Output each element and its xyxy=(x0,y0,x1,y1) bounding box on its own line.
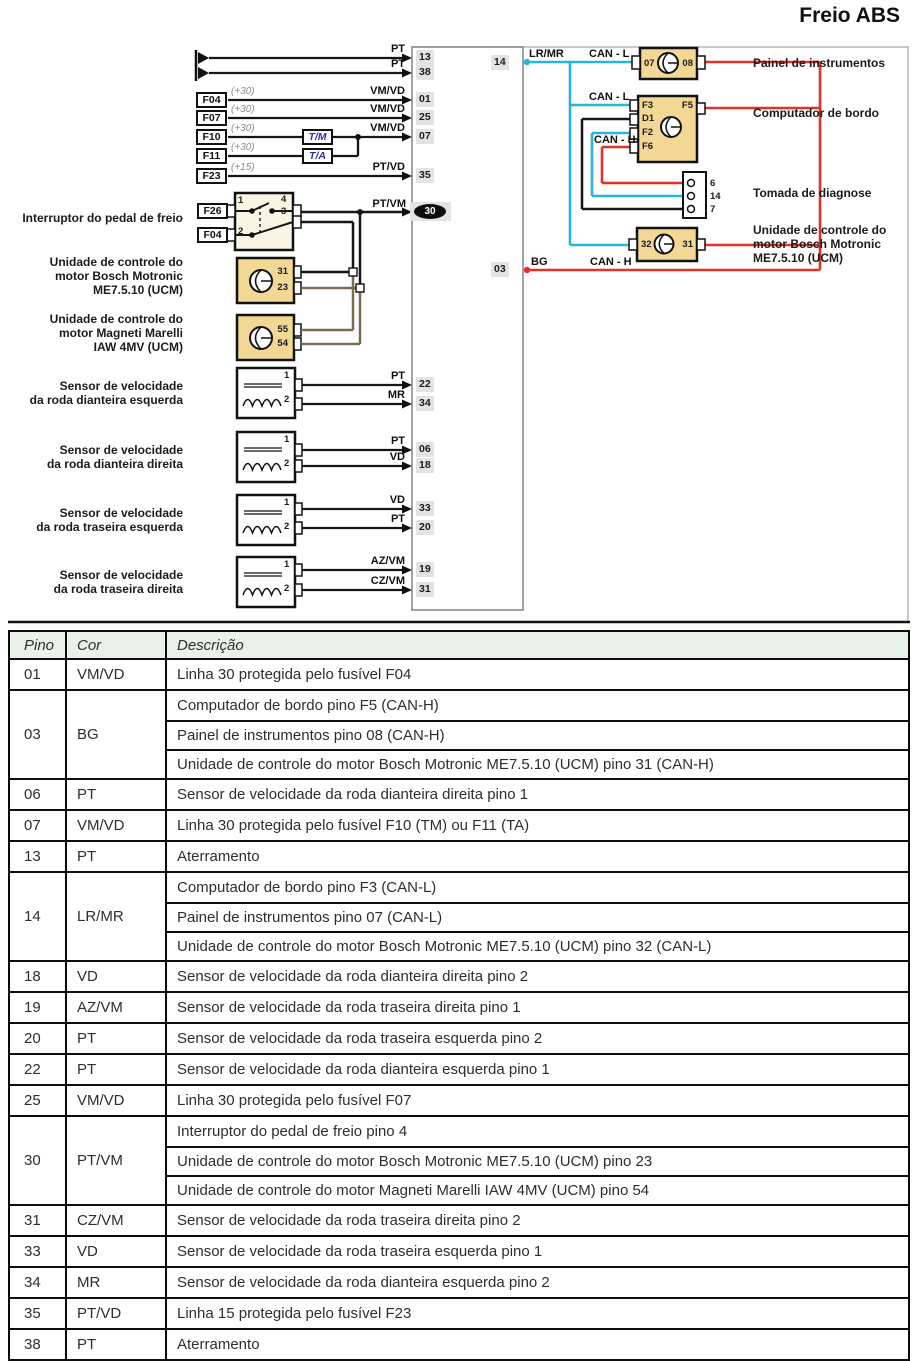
junction-square xyxy=(356,284,364,292)
connector-pin-badge: 01 xyxy=(416,92,434,107)
description-line: Sensor de velocidade da roda traseira esquerda pino 1 xyxy=(177,1243,543,1260)
wire-start-dot xyxy=(524,267,530,273)
supply-line-label: (+30) xyxy=(231,104,255,115)
pin-cell: 30 xyxy=(10,1117,67,1204)
color-cell: PT xyxy=(67,1055,167,1084)
magneti-pin-54: 54 xyxy=(277,338,288,349)
wire-color-label: PT xyxy=(390,43,405,55)
description-line: Sensor de velocidade da roda traseira direita pino 1 xyxy=(177,999,521,1016)
connector-tab xyxy=(294,282,301,294)
description-line: Painel de instrumentos pino 07 (CAN-L) xyxy=(167,902,908,931)
connector-pin-badge: 33 xyxy=(416,501,434,516)
header-descricao: Descrição xyxy=(177,636,244,654)
diagnose-pin-14: 14 xyxy=(710,191,721,202)
connector-tab xyxy=(293,205,301,217)
table-row xyxy=(10,1022,908,1053)
connector-tab xyxy=(697,239,705,250)
pin-cell: 06 xyxy=(10,780,67,809)
connector-pin-badge: 13 xyxy=(416,50,434,65)
bosch-label-line2: motor Bosch Motronic xyxy=(55,269,183,283)
connector-tab xyxy=(630,114,638,125)
fuse-f26: F26 xyxy=(197,203,228,219)
description-line: Aterramento xyxy=(177,848,260,865)
color-cell: PT xyxy=(67,1024,167,1053)
sensor-pin-1: 1 xyxy=(284,370,290,381)
wire-color-label: CZ/VM xyxy=(370,575,405,587)
ucm-label-line2: motor Bosch Motronic xyxy=(753,237,881,251)
connector-pin-badge: 18 xyxy=(416,458,434,473)
painel-label: Painel de instrumentos xyxy=(753,56,886,70)
pin-cell: 13 xyxy=(10,842,67,871)
pin-03-badge: 03 xyxy=(491,262,509,277)
connector-tab xyxy=(294,266,301,278)
connector-pin-badge: 35 xyxy=(416,168,434,183)
wire-color-label: PT xyxy=(390,513,405,525)
pin-cell: 20 xyxy=(10,1024,67,1053)
sensor-label-line1: Sensor de velocidade xyxy=(59,568,183,582)
ground-icon xyxy=(198,67,209,79)
ucm-pin-31: 31 xyxy=(682,239,693,250)
header-pino: Pino xyxy=(10,632,67,658)
ground-icon xyxy=(198,52,209,64)
pin-cell: 38 xyxy=(10,1330,67,1359)
description-cell xyxy=(167,1237,908,1266)
sensor-pin-1: 1 xyxy=(284,497,290,508)
pin-14-badge: 14 xyxy=(491,55,509,70)
color-cell: VM/VD xyxy=(67,811,167,840)
relay-t-m: T/M xyxy=(302,129,333,145)
connector-tab xyxy=(295,503,302,515)
description-line: Unidade de controle do motor Bosch Motronic ME7.5.10 (UCM) pino 31 (CAN-H) xyxy=(167,749,908,778)
pin-cell: 03 xyxy=(10,691,67,778)
connector-tab xyxy=(629,239,637,250)
bosch-pin-23: 23 xyxy=(277,282,288,293)
canl-label-top: CAN - L xyxy=(589,48,630,60)
description-cell xyxy=(167,1117,908,1204)
color-cell: PT/VD xyxy=(67,1299,167,1328)
description-line: Sensor de velocidade da roda dianteira direita pino 2 xyxy=(177,968,529,985)
pin-cell: 33 xyxy=(10,1237,67,1266)
bosch-label-line3: ME7.5.10 (UCM) xyxy=(92,283,183,297)
connector-tab xyxy=(295,444,302,456)
description-cell xyxy=(167,1299,908,1328)
diagnose-pin-7: 7 xyxy=(710,204,716,215)
fuse-f23: F23 xyxy=(196,168,227,184)
connector-pin-badge: 38 xyxy=(416,65,434,80)
color-cell: PT/VM xyxy=(67,1117,167,1204)
fuse-f04-pedal: F04 xyxy=(197,227,228,243)
description-line: Sensor de velocidade da roda traseira direita pino 2 xyxy=(177,1212,521,1229)
magneti-pin-55: 55 xyxy=(277,324,288,335)
connector-pin-badge: 25 xyxy=(416,110,434,125)
wire-color-label: PT/VD xyxy=(372,161,405,173)
table-row xyxy=(10,840,908,871)
color-cell: VD xyxy=(67,1237,167,1266)
color-cell: MR xyxy=(67,1268,167,1297)
color-cell: PT xyxy=(67,1330,167,1359)
contact-dot xyxy=(269,208,275,214)
sensor-label-line1: Sensor de velocidade xyxy=(59,443,183,457)
color-cell: LR/MR xyxy=(67,873,167,960)
diagnose-label: Tomada de diagnose xyxy=(753,186,872,200)
table-row xyxy=(10,1084,908,1115)
pin-cell: 01 xyxy=(10,660,67,689)
color-cell: CZ/VM xyxy=(67,1206,167,1235)
connector-tab xyxy=(295,460,302,472)
fuse-f10: F10 xyxy=(196,129,227,145)
connector-tab xyxy=(697,56,705,69)
bosch-pin-31: 31 xyxy=(277,266,288,277)
supply-line-label: (+30) xyxy=(231,86,255,97)
computador-pin-f5: F5 xyxy=(681,100,693,111)
magneti-label-line1: Unidade de controle do xyxy=(49,312,183,326)
ucm-pin-32: 32 xyxy=(641,239,652,250)
sensor-label-line2: da roda traseira esquerda xyxy=(36,520,183,534)
table-row xyxy=(10,871,908,960)
pin-cell: 14 xyxy=(10,873,67,960)
table-row xyxy=(10,1266,908,1297)
canh-label-bottom: CAN - H xyxy=(590,256,632,268)
color-cell: VM/VD xyxy=(67,1086,167,1115)
painel-pin-08: 08 xyxy=(682,58,693,69)
description-cell xyxy=(167,660,908,689)
sensor-pin-2: 2 xyxy=(284,394,290,405)
description-line: Unidade de controle do motor Bosch Motronic ME7.5.10 (UCM) pino 23 xyxy=(167,1146,908,1175)
connector-tab xyxy=(227,205,235,217)
connector-tab xyxy=(295,584,302,596)
wire-color-label: VM/VD xyxy=(370,122,405,134)
table-row xyxy=(10,658,908,689)
wire-color-label: VM/VD xyxy=(370,103,405,115)
description-line: Sensor de velocidade da roda dianteira esquerda pino 2 xyxy=(177,1274,550,1291)
description-line: Computador de bordo pino F5 (CAN-H) xyxy=(177,697,439,714)
color-cell: BG xyxy=(67,691,167,778)
description-line: Aterramento xyxy=(177,1336,260,1353)
description-cell xyxy=(167,993,908,1022)
table-row xyxy=(10,689,908,778)
connector-tab xyxy=(293,216,301,228)
description-line: Computador de bordo pino F3 (CAN-L) xyxy=(177,879,437,896)
sensor-pin-2: 2 xyxy=(284,583,290,594)
table-row xyxy=(10,991,908,1022)
description-line: Sensor de velocidade da roda dianteira direita pino 1 xyxy=(177,786,529,803)
wire-color-label: AZ/VM xyxy=(370,555,405,567)
painel-pin-07: 07 xyxy=(644,58,655,69)
pin-cell: 34 xyxy=(10,1268,67,1297)
description-cell xyxy=(167,873,908,960)
pedal-pin-2: 2 xyxy=(238,226,244,237)
sensor-label-line2: da roda dianteira esquerda xyxy=(29,393,183,407)
computador-label: Computador de bordo xyxy=(753,106,879,120)
description-cell xyxy=(167,811,908,840)
connector-pin-badge: 31 xyxy=(416,582,434,597)
socket-pin xyxy=(688,206,695,213)
pin-cell: 31 xyxy=(10,1206,67,1235)
wire-color-label: PT xyxy=(390,370,405,382)
contact-dot xyxy=(249,232,255,238)
pin-30-badge: 30 xyxy=(414,204,446,219)
computador-pin-f3: F3 xyxy=(642,100,654,111)
contact-dot xyxy=(249,208,255,214)
connector-pin-badge: 20 xyxy=(416,520,434,535)
connector-pin-badge: 22 xyxy=(416,377,434,392)
description-cell xyxy=(167,780,908,809)
description-line: Linha 30 protegida pelo fusível F07 xyxy=(177,1092,412,1109)
pin-cell: 07 xyxy=(10,811,67,840)
description-line: Unidade de controle do motor Bosch Motronic ME7.5.10 (UCM) pino 32 (CAN-L) xyxy=(167,931,908,960)
page-title: Freio ABS xyxy=(799,4,900,27)
wire-color-label: PT xyxy=(390,435,405,447)
description-line: Linha 30 protegida pelo fusível F10 (TM) ou F11 (TA) xyxy=(177,817,530,834)
header-cor: Cor xyxy=(67,632,167,658)
sensor-pin-1: 1 xyxy=(284,559,290,570)
connector-tab xyxy=(295,522,302,534)
socket-pin xyxy=(688,193,695,200)
table-row xyxy=(10,1297,908,1328)
computador-pin-f2: F2 xyxy=(642,127,654,138)
sensor-label-line2: da roda dianteira direita xyxy=(46,457,183,471)
junction-square xyxy=(349,268,357,276)
wire-color-label: VM/VD xyxy=(370,85,405,97)
computador-pin-f6: F6 xyxy=(642,141,654,152)
color-cell: VM/VD xyxy=(67,660,167,689)
color-cell: AZ/VM xyxy=(67,993,167,1022)
pin-table xyxy=(8,630,910,1361)
canl-label-mid: CAN - L xyxy=(589,91,630,103)
pin-cell: 35 xyxy=(10,1299,67,1328)
connector-tab xyxy=(295,379,302,391)
wire-label-lrmr: LR/MR xyxy=(529,48,564,60)
connector-tab xyxy=(630,100,638,111)
supply-line-label: (+15) xyxy=(231,162,255,173)
magneti-label-line2: motor Magneti Marelli xyxy=(58,326,183,340)
sensor-pin-2: 2 xyxy=(284,458,290,469)
supply-line-label: (+30) xyxy=(231,142,255,153)
color-cell: PT xyxy=(67,842,167,871)
pin-cell: 25 xyxy=(10,1086,67,1115)
relay-t-a: T/A xyxy=(302,148,333,164)
pin-cell: 22 xyxy=(10,1055,67,1084)
connector-tab xyxy=(632,56,640,69)
sensor-label-line1: Sensor de velocidade xyxy=(59,506,183,520)
description-cell xyxy=(167,842,908,871)
connector-pin-badge: 07 xyxy=(416,129,434,144)
table-row xyxy=(10,1328,908,1359)
fuse-f07: F07 xyxy=(196,110,227,126)
connector-tab xyxy=(697,103,705,114)
canh-label-mid: CAN - H xyxy=(594,134,636,146)
description-cell xyxy=(167,1086,908,1115)
connector-pin-badge: 34 xyxy=(416,396,434,411)
description-cell xyxy=(167,1055,908,1084)
pedal-pin-3: 3 xyxy=(281,206,287,217)
table-row xyxy=(10,1204,908,1235)
color-cell: PT xyxy=(67,780,167,809)
color-cell: VD xyxy=(67,962,167,991)
connector-tab xyxy=(227,229,235,241)
pin-table-header xyxy=(10,632,908,658)
wire-color-label: PT xyxy=(390,58,405,70)
description-cell xyxy=(167,962,908,991)
description-cell xyxy=(167,1206,908,1235)
bosch-label-line1: Unidade de controle do xyxy=(49,255,183,269)
description-line: Sensor de velocidade da roda dianteira esquerda pino 1 xyxy=(177,1061,550,1078)
sensor-label-line2: da roda traseira direita xyxy=(53,582,183,596)
sensor-pin-2: 2 xyxy=(284,521,290,532)
ucm-label-line1: Unidade de controle do xyxy=(753,223,887,237)
description-cell xyxy=(167,1268,908,1297)
pin-cell: 19 xyxy=(10,993,67,1022)
description-line: Linha 15 protegida pelo fusível F23 xyxy=(177,1305,412,1322)
pedal-pin-1: 1 xyxy=(238,195,244,206)
computador-pin-d1: D1 xyxy=(642,113,655,124)
table-row xyxy=(10,1235,908,1266)
description-line: Interruptor do pedal de freio pino 4 xyxy=(177,1123,408,1140)
description-line: Sensor de velocidade da roda traseira esquerda pino 2 xyxy=(177,1030,543,1047)
ucm-label-line3: ME7.5.10 (UCM) xyxy=(753,251,844,265)
pedal-switch-label: Interruptor do pedal de freio xyxy=(22,211,183,225)
description-line: Unidade de controle do motor Magneti Marelli IAW 4MV (UCM) pino 54 xyxy=(167,1175,908,1204)
socket-pin xyxy=(688,180,695,187)
connector-tab xyxy=(295,398,302,410)
pedal-pin-4: 4 xyxy=(281,194,287,205)
wire-color-label: MR xyxy=(387,389,405,401)
wire-color-label: VD xyxy=(389,494,405,506)
sensor-label-line1: Sensor de velocidade xyxy=(59,379,183,393)
description-line: Linha 30 protegida pelo fusível F04 xyxy=(177,666,412,683)
fuse-f04: F04 xyxy=(196,92,227,108)
wire-label-bg: BG xyxy=(531,256,548,268)
wire-label-ptvm: PT/VM xyxy=(372,198,406,210)
supply-line-label: (+30) xyxy=(231,123,255,134)
connector-tab xyxy=(294,324,301,336)
description-line: Painel de instrumentos pino 08 (CAN-H) xyxy=(167,720,908,749)
description-cell xyxy=(167,1024,908,1053)
table-row xyxy=(10,960,908,991)
connector-pin-badge: 19 xyxy=(416,562,434,577)
magneti-label-line3: IAW 4MV (UCM) xyxy=(93,340,183,354)
wire-color-label: VD xyxy=(389,451,405,463)
description-cell xyxy=(167,1330,908,1359)
diagnose-pin-6: 6 xyxy=(710,178,716,189)
sensor-pin-1: 1 xyxy=(284,434,290,445)
pin-cell: 18 xyxy=(10,962,67,991)
connector-tab xyxy=(295,564,302,576)
table-row xyxy=(10,809,908,840)
table-row xyxy=(10,778,908,809)
fuse-f11: F11 xyxy=(196,148,227,164)
table-row xyxy=(10,1115,908,1204)
connector-tab xyxy=(294,338,301,350)
description-cell xyxy=(167,691,908,778)
connector-pin-badge: 06 xyxy=(416,442,434,457)
table-row xyxy=(10,1053,908,1084)
